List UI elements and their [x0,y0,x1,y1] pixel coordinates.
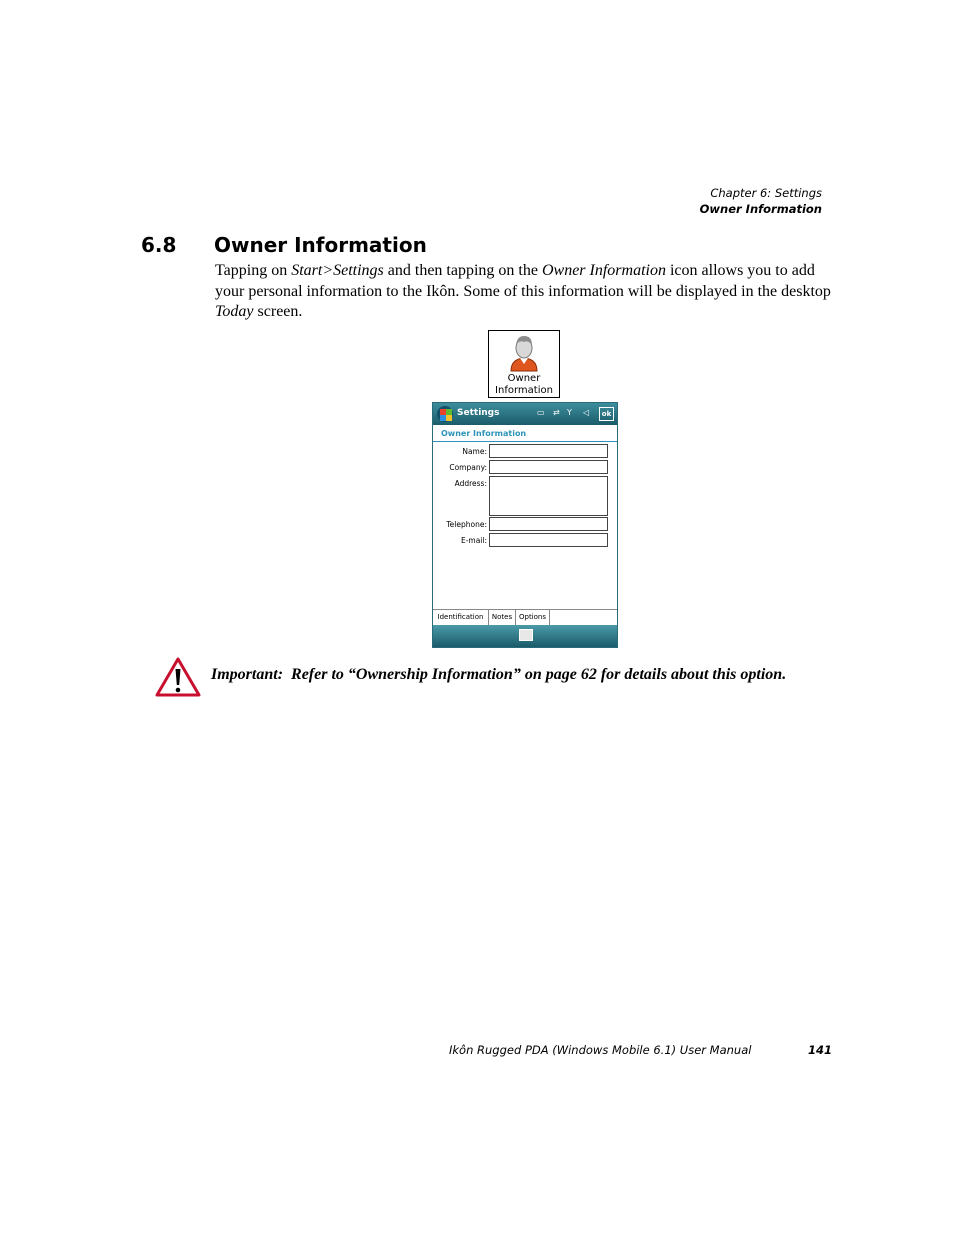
important-label: Important: [211,666,284,683]
owner-icon-label-1: Owner [507,373,541,384]
battery-icon: ▭ [537,408,545,417]
person-icon [489,331,559,373]
telephone-label: Telephone: [446,520,487,529]
warning-icon [155,657,201,697]
owner-information-icon [488,330,560,398]
soft-key-bar [433,625,617,647]
keyboard-icon[interactable] [519,629,533,641]
section-title: Owner Information [214,233,427,257]
tab-options[interactable]: Options [516,610,550,625]
section-number: 6.8 [141,233,177,257]
company-label: Company: [449,463,487,472]
para-start-settings: Start>Settings [291,262,384,279]
name-label: Name: [462,447,487,456]
page-number: 141 [808,1043,833,1057]
telephone-field[interactable] [489,517,608,531]
address-label: Address: [454,479,487,488]
para-text-4: screen. [253,303,303,320]
email-field[interactable] [489,533,608,547]
windows-start-icon[interactable] [437,406,453,422]
volume-icon: ◁ [583,408,590,417]
app-title: Settings [457,408,500,418]
title-divider [433,441,617,442]
para-today: Today [215,303,254,320]
tab-identification[interactable]: Identification [433,610,489,625]
important-note [211,666,786,684]
page-title: Owner Information [441,429,527,438]
name-field[interactable] [489,444,608,458]
important-text: Refer to “Ownership Information” on page 62 for details about this option. [291,666,787,683]
owner-icon-label-2: Information [495,385,553,396]
address-field[interactable] [489,476,608,516]
ok-button[interactable]: ok [599,407,614,421]
body-paragraph [215,261,840,323]
para-owner-information: Owner Information [541,262,666,279]
tab-bar [433,609,617,625]
running-header-section: Owner Information [699,202,822,216]
signal-icon: Y [567,408,572,417]
tab-notes[interactable]: Notes [489,610,516,625]
para-text-1: Tapping on [215,262,292,279]
connectivity-icon: ⇄ [553,408,560,417]
para-text-3: icon allows you to add your personal information to the Ikôn. Some of this information will be displayed in the desktop [215,262,831,300]
company-field[interactable] [489,460,608,474]
device-screenshot [432,402,618,648]
email-label: E-mail: [460,536,487,545]
para-text-2: and then tapping on the [383,262,542,279]
footer-title: Ikôn Rugged PDA (Windows Mobile 6.1) User Manual [449,1043,752,1057]
running-header-chapter: Chapter 6: Settings [710,186,822,200]
title-bar [433,403,617,425]
